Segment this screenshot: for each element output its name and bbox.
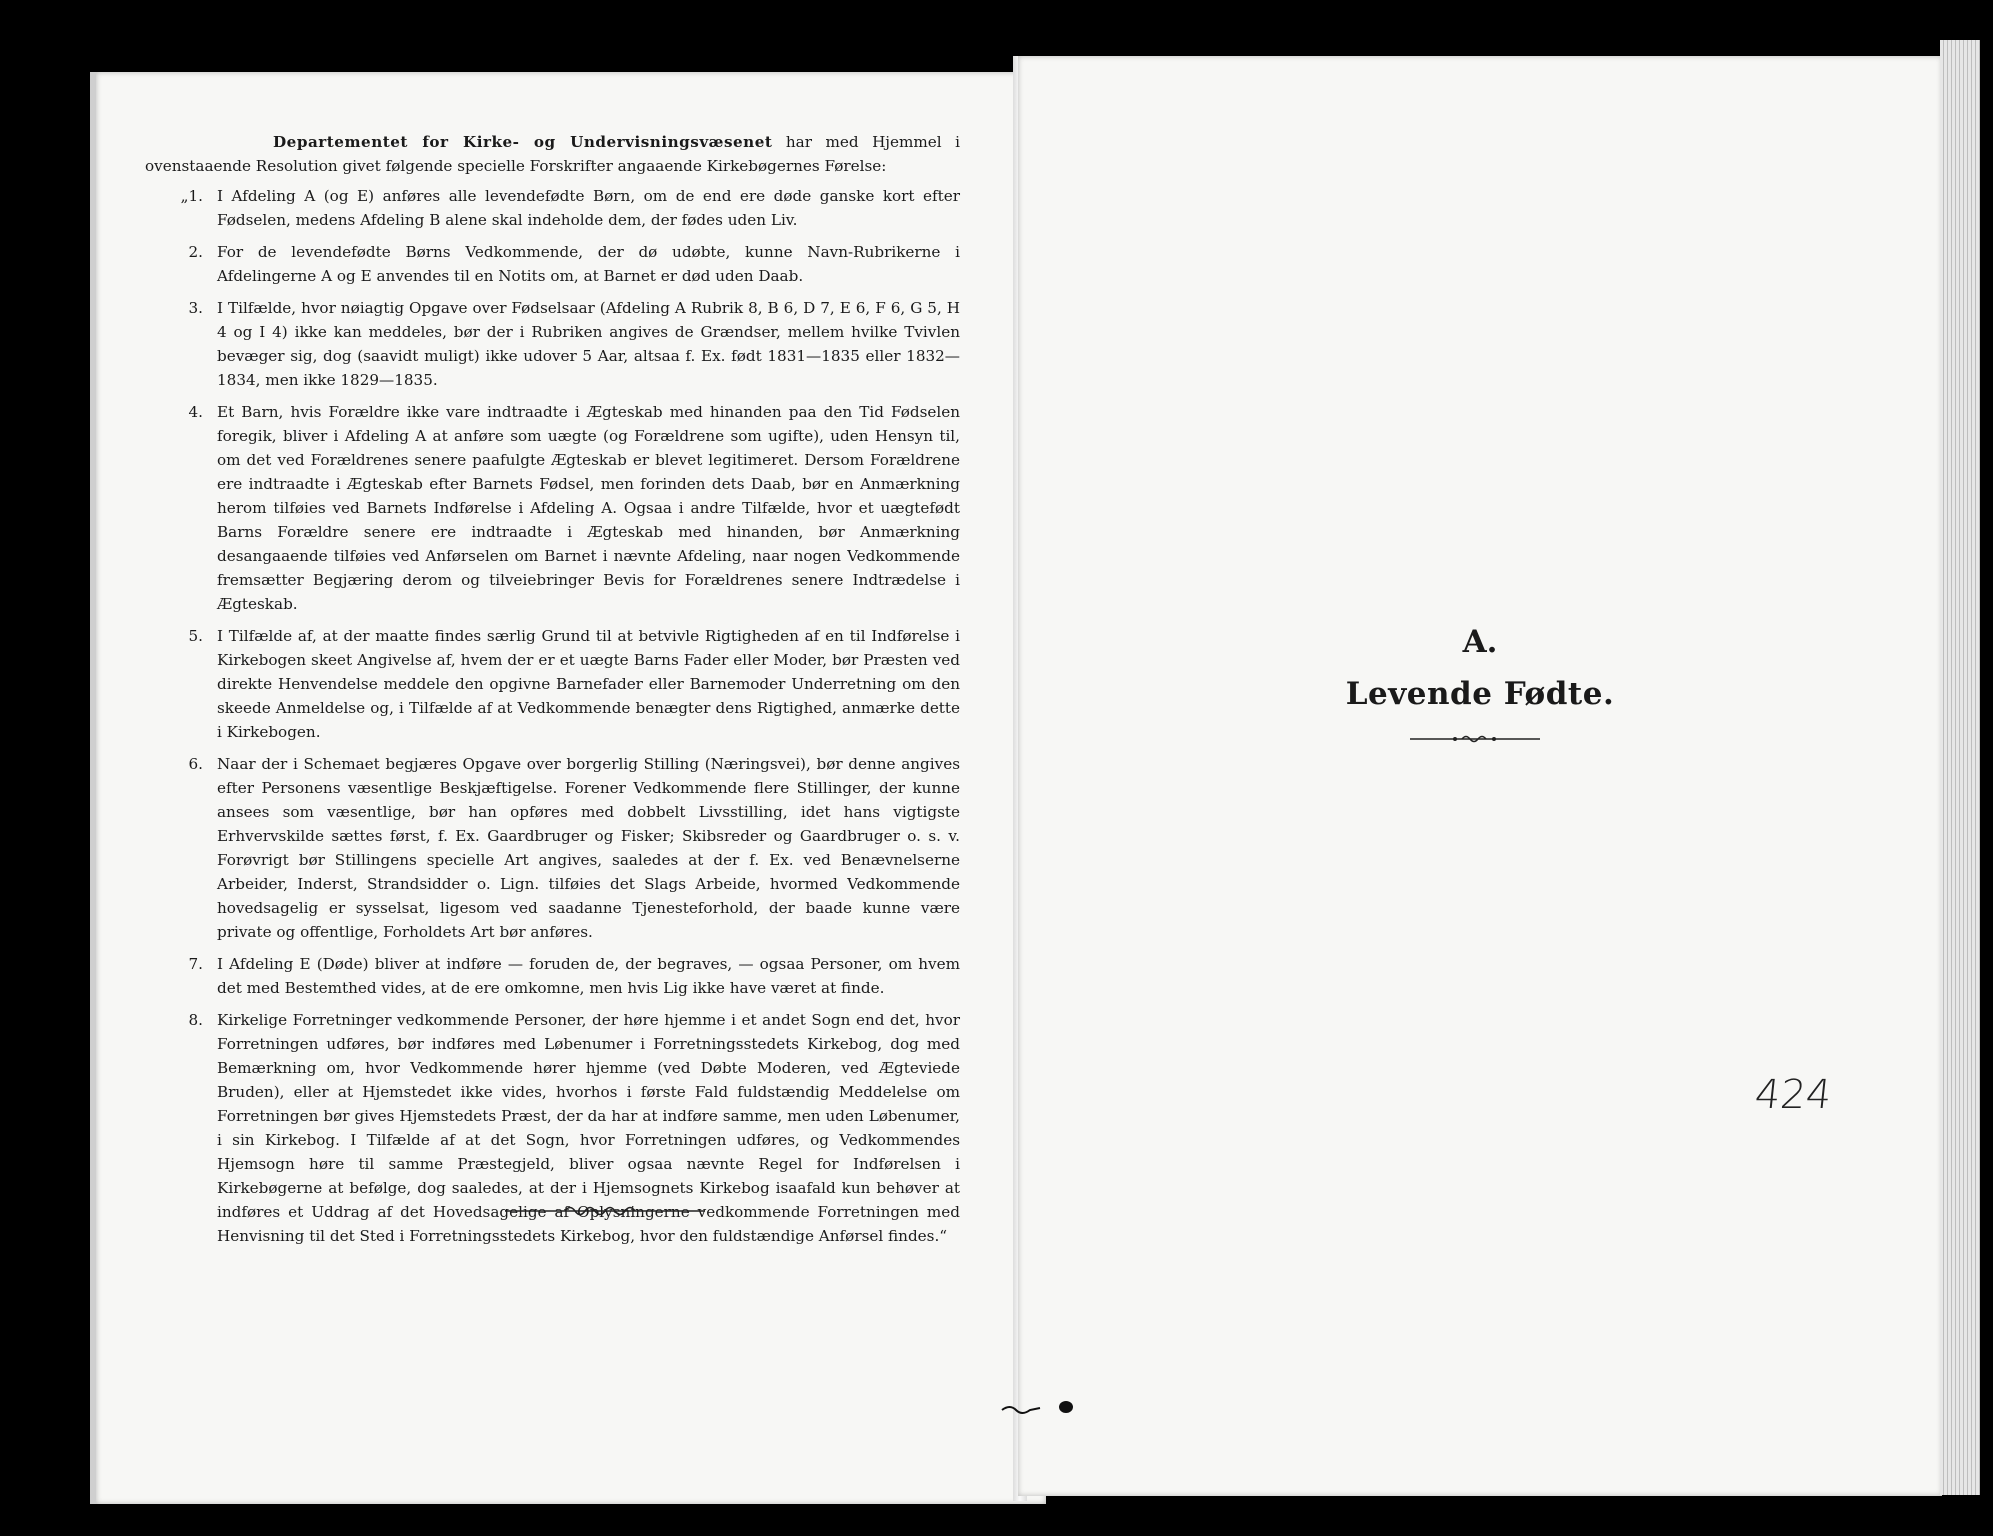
handwritten-page-number: 424 bbox=[1752, 1072, 1834, 1118]
rule-item bbox=[145, 752, 960, 944]
rule-item bbox=[145, 624, 960, 744]
rule-number: 5. bbox=[188, 627, 203, 645]
rule-text: Kirkelige Forretninger vedkommende Personer, der høre hjemme i et andet Sogn end det, hvor Forretningen udføres, bør indføres med Løbenumer i Forretningsstedets Kirkebog, dog med Bemærkning om, hvor Vedkommende hører hjemme (ved Døbte Moderen, ved Ægteviede Bruden), eller at Hjemstedet ikke vides, hvorhos i første Fald fuldstændig Meddelelse om Forretningen bør gives Hjemstedets Præst, der da har at indføre samme, men uden Løbenumer, i sin Kirkebog. I Tilfælde af at det Sogn, hvor Forretningen udføres, og Vedkommendes Hjemsogn høre til samme Præstegjeld, bliver ogsaa nævnte Regel for Indførelsen i Kirkebøgerne at befølge, dog saaledes, at der i Hjemsognets Kirkebog isaafald kun behøver at indføres et Uddrag af det Hovedsagelige af Oplysningerne vedkommende Forretningen med Henvisning til det Sted i Forretningsstedets Kirkebog, hvor den fuldstændige Anførsel findes.“ bbox=[217, 1011, 960, 1245]
rule-text: For de levendefødte Børns Vedkommende, der dø udøbte, kunne Navn-Rubrikerne i Afdelingerne A og E anvendes til en Notits om, at Barnet er død uden Daab. bbox=[217, 243, 960, 285]
rule-number: 6. bbox=[188, 755, 203, 773]
right-page bbox=[1018, 56, 1942, 1496]
rule-text: I Tilfælde af, at der maatte findes særlig Grund til at betvivle Rigtigheden af en til Indførelse i Kirkebogen skeet Angivelse af, hvem der er et uægte Barns Fader eller Moder, bør Præsten ved direkte Henvendelse meddele den opgivne Barnefader eller Barnemoder Underretning om den skeede Anmeldelse og, i Tilfælde af at Vedkommende benægter dens Rigtighed, anmærke dette i Kirkebogen. bbox=[217, 627, 960, 741]
intro-text: har med Hjemmel i ovenstaaende Resolution givet følgende specielle Forskrifter angaaende Kirkebøgernes Førelse: bbox=[145, 133, 960, 175]
page-edges bbox=[1940, 40, 1980, 1495]
rule-item bbox=[145, 184, 960, 232]
rule-text: I Afdeling A (og E) anføres alle levendefødte Børn, om de end ere døde ganske kort efter Fødselen, medens Afdeling B alene skal indeholde dem, der fødes uden Liv. bbox=[217, 187, 960, 229]
rule-number: 3. bbox=[188, 299, 203, 317]
rule-text: Naar der i Schemaet begjæres Opgave over borgerlig Stilling (Næringsvei), bør denne angives efter Personens væsentlige Beskjæftigelse. Forener Vedkommende flere Stillinger, der kunne ansees som væsentlige, bør han opføres med dobbelt Livsstilling, idet hans vigtigste Erhvervskilde sættes først, f. Ex. Gaardbruger og Fisker; Skibsreder og Gaardbruger o. s. v. Forøvrigt bør Stillingens specielle Art angives, saaledes at der f. Ex. ved Benævnelserne Arbeider, Inderst, Strandsidder o. Lign. tilføies det Slags Arbeide, hvormed Vedkommende hovedsagelig er sysselsat, ligesom ved saadanne Tjenesteforhold, der baade kunne være private og offentlige, Forholdets Art bør anføres. bbox=[217, 755, 960, 941]
rule-number: „1. bbox=[180, 187, 203, 205]
rule-number: 7. bbox=[188, 955, 203, 973]
rule-number: 2. bbox=[188, 243, 203, 261]
section-title: Levende Fødte. bbox=[1345, 676, 1615, 712]
intro-paragraph bbox=[145, 130, 960, 178]
ink-mark bbox=[1000, 1398, 1080, 1418]
rule-number: 4. bbox=[188, 403, 203, 421]
regulations-text bbox=[145, 130, 960, 1256]
rule-text: I Afdeling E (Døde) bliver at indføre — foruden de, der begraves, — ogsaa Personer, om hvem det med Bestemthed vides, at de ere omkomne, men hvis Lig ikke have været at finde. bbox=[217, 955, 960, 997]
rule-item bbox=[145, 400, 960, 616]
rule-text: Et Barn, hvis Forældre ikke vare indtraadte i Ægteskab med hinanden paa den Tid Fødselen foregik, bliver i Afdeling A at anføre som uægte (og Forældrene som ugifte), uden Hensyn til, om det ved Forældrenes senere paafulgte Ægteskab er blevet legitimeret. Dersom Forældrene ere indtraadte i Ægteskab efter Barnets Fødsel, men forinden dets Daab, bør en Anmærkning herom tilføies ved Barnets Indførelse i Afdeling A. Ogsaa i andre Tilfælde, hvor et uægtefødt Barns Forældre senere ere indtraadte i Ægteskab med hinanden, bør Anmærkning desangaaende tilføies ved Anførselen om Barnet i nævnte Afdeling, naar nogen Vedkommende fremsætter Begjæring derom og tilveiebringer Bevis for Forældrenes senere Indtrædelse i Ægteskab. bbox=[217, 403, 960, 613]
rule-text: I Tilfælde, hvor nøiagtig Opgave over Fødselsaar (Afdeling A Rubrik 8, B 6, D 7, E 6, F 6, G 5, H 4 og I 4) ikke kan meddeles, bør der i Rubriken angives de Grændser, mellem hvilke Tvivlen bevæger sig, dog (saavidt muligt) ikke udover 5 Aar, altsaa f. Ex. født 1831—1835 eller 1832—1834, men ikke 1829—1835. bbox=[217, 299, 960, 389]
rule-item bbox=[145, 952, 960, 1000]
section-letter: A. bbox=[1462, 624, 1498, 660]
rule-item bbox=[145, 240, 960, 288]
rules-list bbox=[145, 184, 960, 1248]
department-name: Departementet for Kirke- og Undervisningsvæsenet bbox=[273, 133, 773, 151]
ornament-divider-left bbox=[505, 1202, 705, 1218]
rule-item bbox=[145, 296, 960, 392]
rule-number: 8. bbox=[188, 1011, 203, 1029]
ornament-divider-right bbox=[1410, 732, 1540, 746]
